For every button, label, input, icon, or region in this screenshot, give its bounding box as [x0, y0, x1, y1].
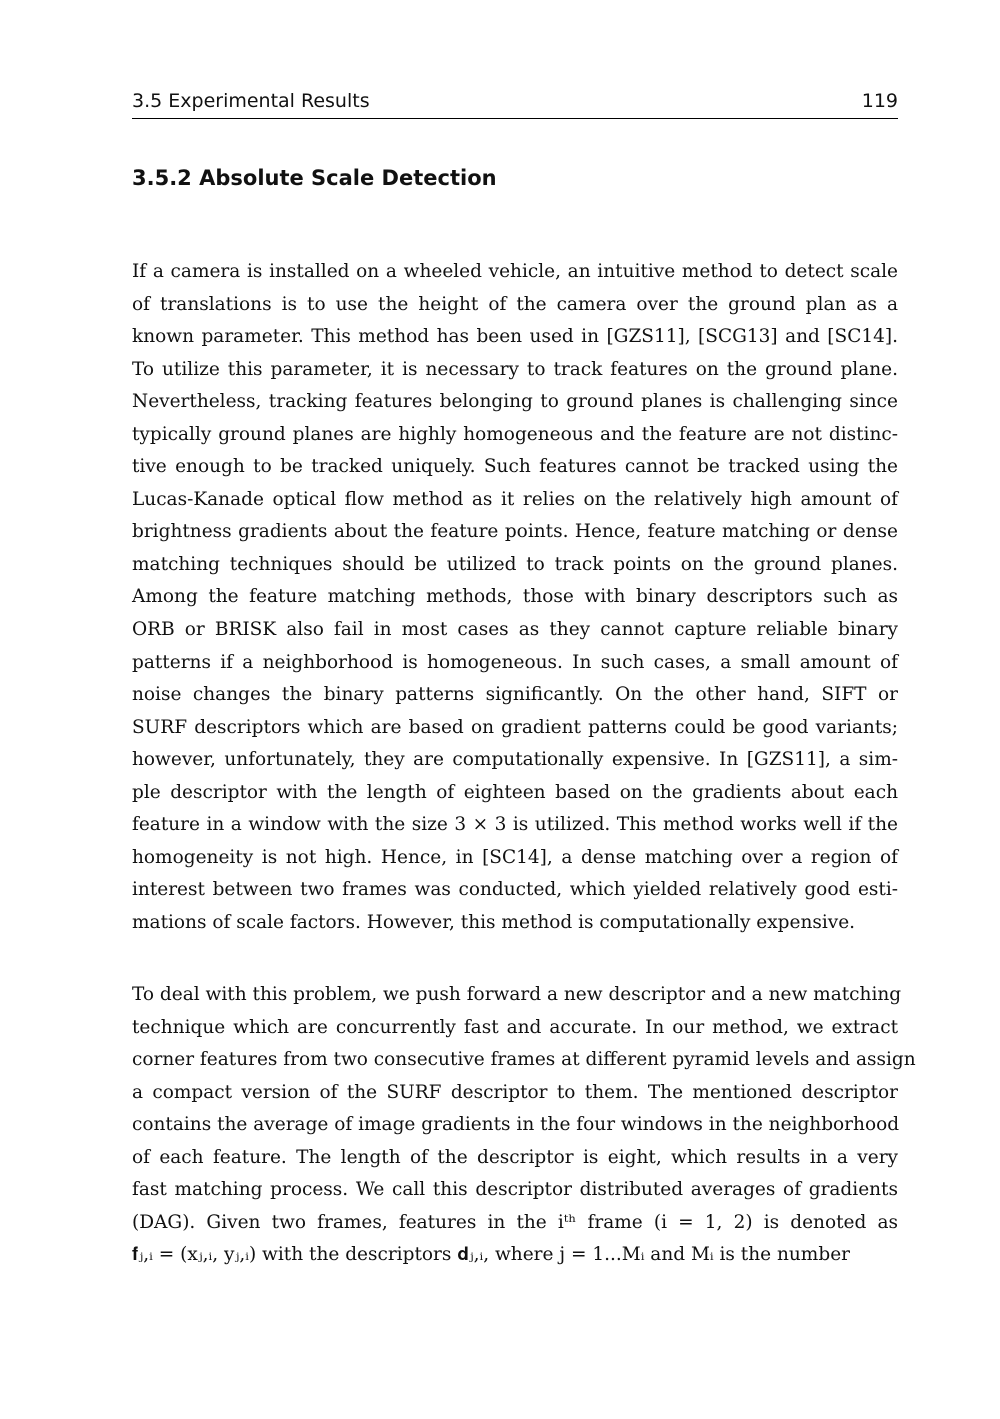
text-line: Among the feature matching methods, those with binary descriptors such as: [132, 586, 898, 608]
running-header: [132, 88, 898, 119]
text-line: noise changes the binary patterns significantly. On the other hand, SIFT or: [132, 684, 898, 706]
running-header-section: 3.5 Experimental Results: [132, 90, 370, 112]
page-number: 119: [861, 90, 898, 112]
text-line: homogeneity is not high. Hence, in [SC14], a dense matching over a region of: [132, 846, 898, 868]
text-line: corner features from two consecutive frames at different pyramid levels and assign: [132, 1049, 916, 1071]
text-line: ple descriptor with the length of eighteen based on the gradients about each: [132, 781, 898, 803]
text-line: known parameter. This method has been used in [GZS11], [SCG13] and [SC14].: [132, 326, 898, 348]
text-line: contains the average of image gradients in the four windows in the neighborhood: [132, 1114, 900, 1136]
text-line: ORB or BRISK also fail in most cases as they cannot capture reliable binary: [132, 619, 898, 641]
text-line: tive enough to be tracked uniquely. Such features cannot be tracked using the: [132, 456, 898, 478]
text-line: mations of scale factors. However, this method is computationally expensive.: [132, 911, 856, 933]
section-heading: 3.5.2 Absolute Scale Detection: [132, 166, 497, 190]
text-line: fast matching process. We call this descriptor distributed averages of gradients: [132, 1179, 898, 1201]
text-line: of each feature. The length of the descriptor is eight, which results in a very: [132, 1146, 898, 1168]
text-line: To deal with this problem, we push forward a new descriptor and a new matching: [132, 984, 902, 1005]
text-line: a compact version of the SURF descriptor to them. The mentioned descriptor: [132, 1081, 898, 1103]
text-line: SURF descriptors which are based on gradient patterns could be good variants;: [132, 716, 898, 738]
paragraph-2: [132, 979, 916, 1272]
text-line: typically ground planes are highly homogeneous and the feature are not distinc-: [132, 423, 898, 445]
text-line: 𝐟ⱼ,ᵢ = (xⱼ,ᵢ, yⱼ,ᵢ) with the descriptors 𝐝ⱼ,ᵢ, where j = 1...Mᵢ and Mᵢ is the number: [132, 1244, 850, 1266]
text-line: brightness gradients about the feature points. Hence, feature matching or dense: [132, 521, 898, 543]
text-line: If a camera is installed on a wheeled vehicle, an intuitive method to detect scale: [132, 261, 898, 282]
text-line: Lucas-Kanade optical flow method as it relies on the relatively high amount of: [132, 488, 898, 510]
text-line: feature in a window with the size 3 × 3 is utilized. This method works well if the: [132, 814, 898, 836]
text-line: technique which are concurrently fast and accurate. In our method, we extract: [132, 1016, 898, 1038]
text-line: matching techniques should be utilized to track points on the ground planes.: [132, 553, 898, 575]
text-line: interest between two frames was conducted, which yielded relatively good esti-: [132, 879, 898, 901]
text-line: Nevertheless, tracking features belonging to ground planes is challenging since: [132, 391, 898, 413]
text-line: however, unfortunately, they are computationally expensive. In [GZS11], a sim-: [132, 749, 898, 771]
text-line: of translations is to use the height of the camera over the ground plan as a: [132, 293, 898, 315]
text-line: (DAG). Given two frames, features in the iᵗʰ frame (i = 1, 2) is denoted as: [132, 1211, 898, 1233]
paragraph-1: [132, 256, 898, 939]
text-line: To utilize this parameter, it is necessary to track features on the ground plane.: [132, 358, 898, 380]
text-line: patterns if a neighborhood is homogeneous. In such cases, a small amount of: [132, 651, 898, 673]
